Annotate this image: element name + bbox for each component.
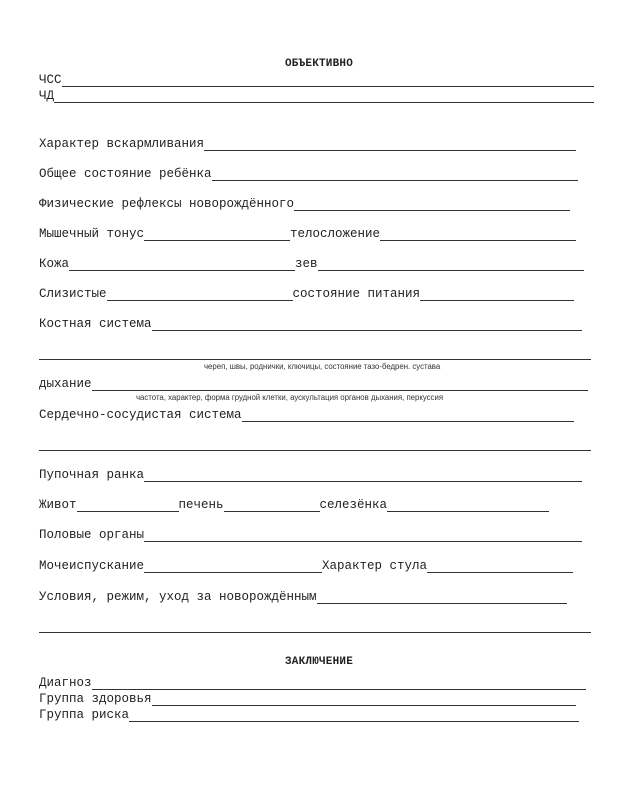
field-label: Половые органы xyxy=(39,528,145,542)
field-cardio xyxy=(39,408,574,422)
field-label: дыхание xyxy=(39,377,92,391)
field-blank-line[interactable] xyxy=(77,499,179,512)
section-title-conclusion: ЗАКЛЮЧЕНИЕ xyxy=(284,656,353,668)
field-cardio-continued xyxy=(39,438,591,451)
field-blank-line[interactable] xyxy=(39,438,591,451)
field-label: Мочеиспускание xyxy=(39,559,145,573)
field-label: Пупочная ранка xyxy=(39,468,145,482)
field-blank-line[interactable] xyxy=(92,677,586,690)
field-chd xyxy=(39,89,594,103)
field-label: Физические рефлексы новорождённого xyxy=(39,197,295,211)
field-conditions xyxy=(39,590,567,604)
field-blank-line[interactable] xyxy=(204,138,576,151)
field-risk-group xyxy=(39,708,579,722)
field-blank-line[interactable] xyxy=(144,228,290,241)
field-blank-line[interactable] xyxy=(39,347,591,360)
field-label: Общее состояние ребёнка xyxy=(39,167,212,181)
field-label: ЧД xyxy=(39,89,55,103)
field-genitals xyxy=(39,528,582,542)
field-health-group xyxy=(39,692,576,706)
field-label-spleen: селезёнка xyxy=(319,498,388,512)
field-blank-line[interactable] xyxy=(129,709,579,722)
field-blank-line[interactable] xyxy=(420,288,574,301)
field-label-nutrition: состояние питания xyxy=(292,287,421,301)
field-skin xyxy=(39,257,584,271)
field-label-body-build: телосложение xyxy=(290,227,381,241)
field-reflexes xyxy=(39,197,570,211)
field-hss xyxy=(39,73,594,87)
field-label: Группа риска xyxy=(39,708,130,722)
field-label-liver: печень xyxy=(178,498,224,512)
field-bone-system-continued xyxy=(39,347,591,360)
field-blank-line[interactable] xyxy=(212,168,578,181)
field-blank-line[interactable] xyxy=(92,378,588,391)
hint-bone-system: череп, швы, роднички, ключицы, состояние тазо-бедрен. сустава xyxy=(204,362,441,371)
field-general-state xyxy=(39,167,578,181)
field-blank-line[interactable] xyxy=(318,258,584,271)
field-feeding xyxy=(39,137,576,151)
field-label: Костная система xyxy=(39,317,152,331)
field-label: Мышечный тонус xyxy=(39,227,145,241)
field-muscle-tone xyxy=(39,227,576,241)
field-blank-line[interactable] xyxy=(152,693,576,706)
field-conditions-continued xyxy=(39,620,591,633)
field-mucosa xyxy=(39,287,574,301)
field-breathing xyxy=(39,377,588,391)
field-blank-line[interactable] xyxy=(107,288,293,301)
field-label: Слизистые xyxy=(39,287,107,301)
field-label: Кожа xyxy=(39,257,70,271)
field-blank-line[interactable] xyxy=(242,409,574,422)
field-label: Характер вскармливания xyxy=(39,137,205,151)
field-blank-line[interactable] xyxy=(144,469,582,482)
field-umbilical xyxy=(39,468,582,482)
field-diagnosis xyxy=(39,676,586,690)
section-title-objective: ОБЪЕКТИВНО xyxy=(284,58,353,70)
field-blank-line[interactable] xyxy=(152,318,582,331)
field-urination xyxy=(39,559,573,573)
field-label: ЧСС xyxy=(39,73,62,87)
field-blank-line[interactable] xyxy=(144,560,322,573)
field-blank-line[interactable] xyxy=(144,529,582,542)
field-blank-line[interactable] xyxy=(317,591,567,604)
field-blank-line[interactable] xyxy=(39,620,591,633)
field-blank-line[interactable] xyxy=(294,198,570,211)
field-blank-line[interactable] xyxy=(224,499,320,512)
hint-breathing: частота, характер, форма грудной клетки, аускультация органов дыхания, перкуссия xyxy=(136,393,444,402)
field-blank-line[interactable] xyxy=(54,90,594,103)
field-label: Группа здоровья xyxy=(39,692,152,706)
field-label: Сердечно-сосудистая система xyxy=(39,408,242,422)
field-label: Диагноз xyxy=(39,676,92,690)
field-label: Условия, режим, уход за новорождённым xyxy=(39,590,317,604)
field-blank-line[interactable] xyxy=(62,74,594,87)
field-blank-line[interactable] xyxy=(387,499,549,512)
field-blank-line[interactable] xyxy=(380,228,576,241)
field-label: Живот xyxy=(39,498,77,512)
field-label-stool: Характер стула xyxy=(322,559,428,573)
field-blank-line[interactable] xyxy=(69,258,295,271)
field-label-throat: зев xyxy=(295,257,318,271)
field-blank-line[interactable] xyxy=(427,560,573,573)
field-bone-system xyxy=(39,317,582,331)
field-abdomen xyxy=(39,498,549,512)
